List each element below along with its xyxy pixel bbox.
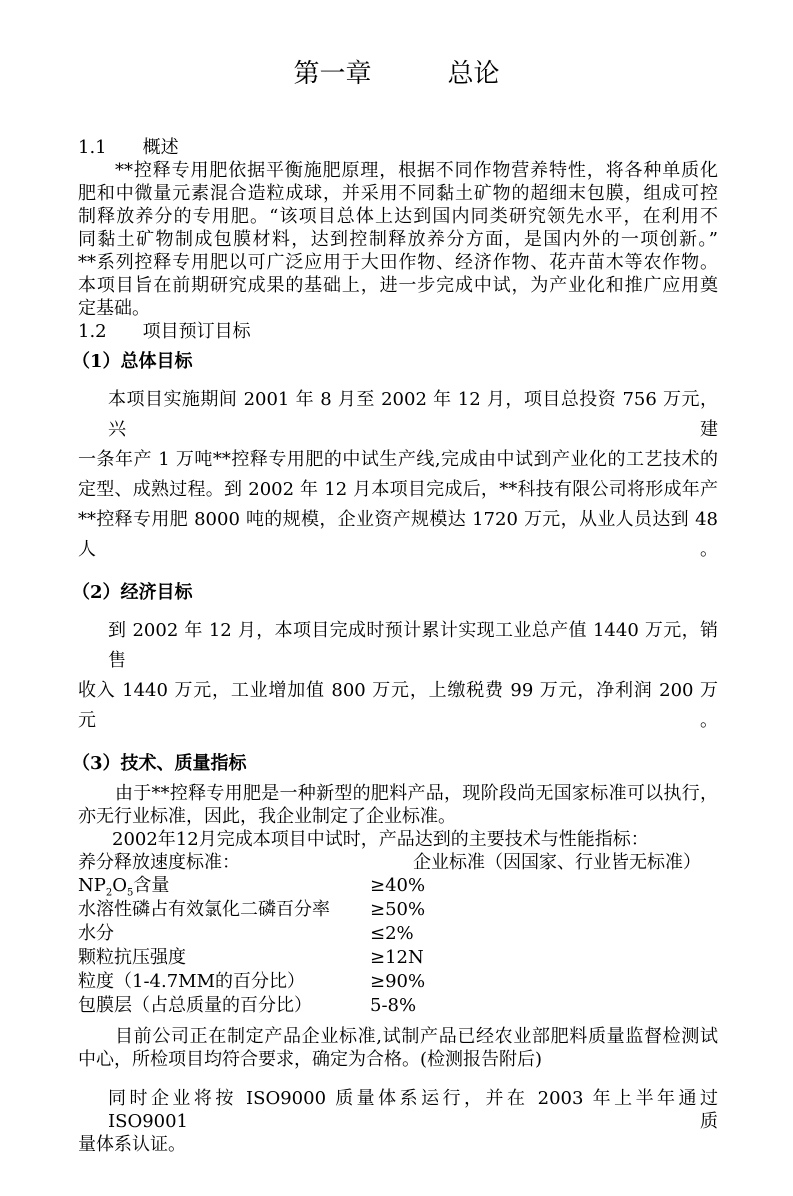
- section-1-1-heading: [78, 136, 718, 159]
- paragraph-line: 定基础。: [78, 298, 150, 319]
- subsection-heading: （1）总体目标: [72, 351, 193, 372]
- spec-label: 水分: [78, 923, 114, 944]
- paragraph-line: 定型、成熟过程。到 2002 年 12 月本项目完成后，**科技有限公司将形成年产: [78, 479, 718, 500]
- chapter-title: [0, 0, 793, 90]
- spec-table-header: [78, 851, 718, 874]
- paragraph-line: **控释专用肥 8000 吨的规模，企业资产规模达 1720 万元，从业人员达到 48 人。: [78, 509, 718, 560]
- subsection-heading: （2）经济目标: [72, 582, 193, 603]
- paragraph-line: 亦无行业标准，因此，我企业制定了企业标准。: [78, 806, 456, 827]
- spec-row: [78, 874, 718, 898]
- paragraph-line: 到 2002 年 12 月，本项目完成时预计累计实现工业总产值 1440 万元，销售: [108, 620, 718, 671]
- spec-value: ≥90%: [370, 971, 426, 992]
- paragraph-line: 一条年产 1 万吨**控释专用肥的中试生产线,完成由中试到产业化的工艺技术的: [78, 449, 718, 470]
- spec-row: [78, 922, 718, 946]
- paragraph-line: 本项目实施期间 2001 年 8 月至 2002 年 12 月，项目总投资 756 万元，兴建: [108, 389, 718, 440]
- paragraph-line: 收入 1440 万元，工业增加值 800 万元，上缴税费 99 万元，净利润 200 万元。: [78, 680, 718, 731]
- spec-value: ≤2%: [370, 923, 414, 944]
- spec-label: $NP_2O_5$含量: [78, 875, 170, 899]
- section-number: 1.1: [78, 137, 107, 158]
- spec-value: ≥40%: [370, 875, 426, 896]
- spec-header-label: 养分释放速度标准：: [78, 852, 240, 873]
- spec-row: [78, 994, 718, 1018]
- paragraph-line: 本项目旨在前期研究成果的基础上，进一步完成中试，为产业化和推广应用奠: [78, 275, 718, 296]
- spec-row: [78, 970, 718, 994]
- paragraph-line: **控释专用肥依据平衡施肥原理，根据不同作物营养特性，将各种单质化: [115, 160, 718, 181]
- paragraph-line: 肥和中微量元素混合造粒成球，并采用不同黏土矿物的超细末包膜，组成可控: [78, 183, 718, 204]
- spec-label: 粒度（1-4.7MM的百分比）: [78, 971, 306, 992]
- section-number: 1.2: [78, 321, 107, 342]
- paragraph-line: 量体系认证。: [78, 1134, 186, 1155]
- spec-value: ≥12N: [370, 947, 424, 968]
- subsection-heading: （3）技术、质量指标: [72, 753, 247, 774]
- spec-value: ≥50%: [370, 899, 426, 920]
- spec-intro: 2002年12月完成本项目中试时，产品达到的主要技术与性能指标：: [112, 829, 649, 850]
- spec-label: 水溶性磷占有效氯化二磷百分率: [78, 899, 330, 920]
- paragraph-line: 同时企业将按 ISO9000 质量体系运行，并在 2003 年上半年通过 ISO9001 质: [108, 1088, 718, 1132]
- paragraph-line: 同黏土矿物制成包膜材料，达到控制释放养分方面，是国内外的一项创新。”: [78, 229, 718, 250]
- paragraph-line: **系列控释专用肥以可广泛应用于大田作物、经济作物、花卉苗木等农作物。: [78, 252, 718, 273]
- spec-row: [78, 898, 718, 922]
- document-body: [72, 90, 718, 1196]
- paragraph-line: 制释放养分的专用肥。“该项目总体上达到国内同类研究领先水平，在利用不: [78, 206, 718, 227]
- section-title: 项目预订目标: [142, 321, 251, 342]
- spec-value: 5-8%: [370, 995, 417, 1016]
- chapter-number: 第一章: [293, 59, 372, 89]
- spec-row: [78, 946, 718, 970]
- paragraph-line: 由于**控释专用肥是一种新型的肥料产品，现阶段尚无国家标准可以执行，: [115, 783, 718, 804]
- spec-header-value: 企业标准（因国家、行业皆无标准）: [413, 852, 701, 873]
- spec-label: 颗粒抗压强度: [78, 947, 186, 968]
- section-title: 概述: [142, 137, 179, 158]
- paragraph-line: 目前公司正在制定产品企业标准,试制产品已经农业部肥料质量监督检测试: [115, 1026, 718, 1047]
- section-1-2-heading: [78, 320, 718, 343]
- paragraph-line: 中心，所检项目均符合要求，确定为合格。(检测报告附后): [78, 1049, 543, 1070]
- spec-label: 包膜层（占总质量的百分比）: [78, 995, 312, 1016]
- chapter-name: 总论: [447, 59, 500, 89]
